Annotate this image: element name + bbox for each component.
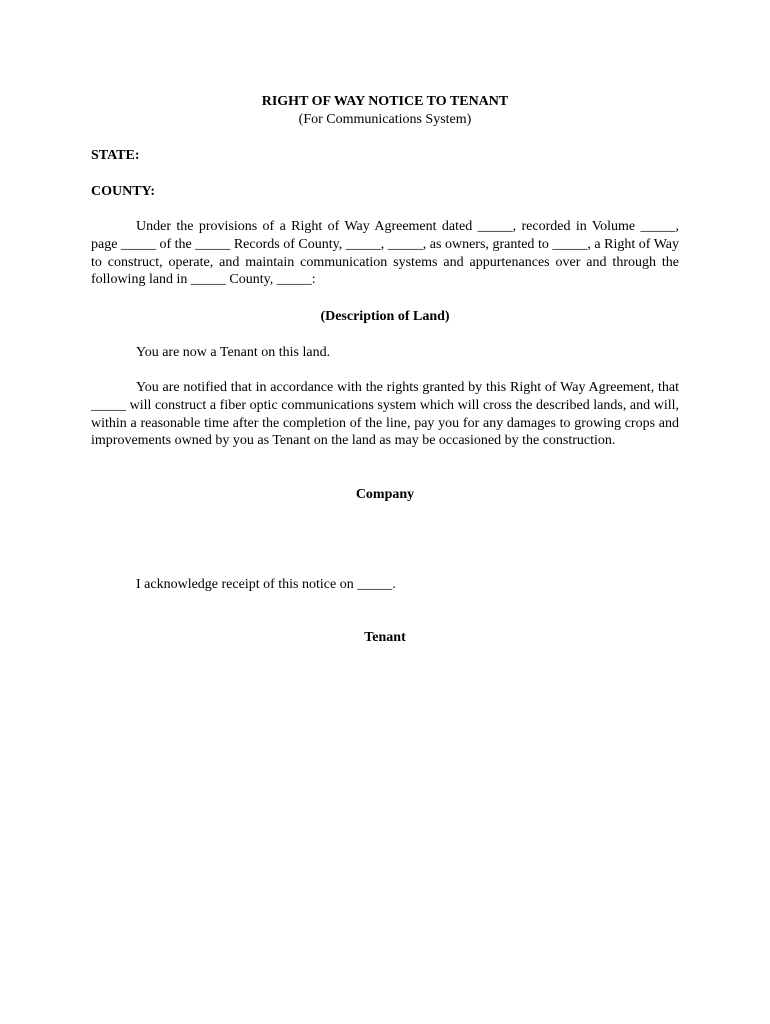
state-label: STATE:	[91, 148, 140, 163]
county-label: COUNTY:	[91, 184, 156, 199]
agreement-paragraph: Under the provisions of a Right of Way Agreement dated _____, recorded in Volume _____, page _____ of the _____ Records of County, _____, _____, as owners, granted to _____, a Right of Way to construct, operate, and maintain communication systems and appurtenances over and through the following land in _____ County, _____:	[91, 219, 679, 288]
document-title: RIGHT OF WAY NOTICE TO TENANT	[261, 94, 509, 109]
document-subtitle: (For Communications System)	[298, 112, 472, 127]
notice-paragraph: You are notified that in accordance with the rights granted by this Right of Way Agreement, that _____ will construct a fiber optic communications system which will cross the described lands, and will, within a reasonable time after the completion of the line, pay you for any damages to growing crops and improvements owned by you as Tenant on the land as may be occasioned by the construction.	[91, 380, 679, 449]
acknowledgement-line: I acknowledge receipt of this notice on _____.	[136, 577, 396, 592]
description-heading: (Description of Land)	[320, 309, 450, 324]
company-signature-label: Company	[355, 487, 415, 502]
tenant-statement: You are now a Tenant on this land.	[136, 345, 331, 360]
tenant-signature-label: Tenant	[364, 630, 406, 645]
